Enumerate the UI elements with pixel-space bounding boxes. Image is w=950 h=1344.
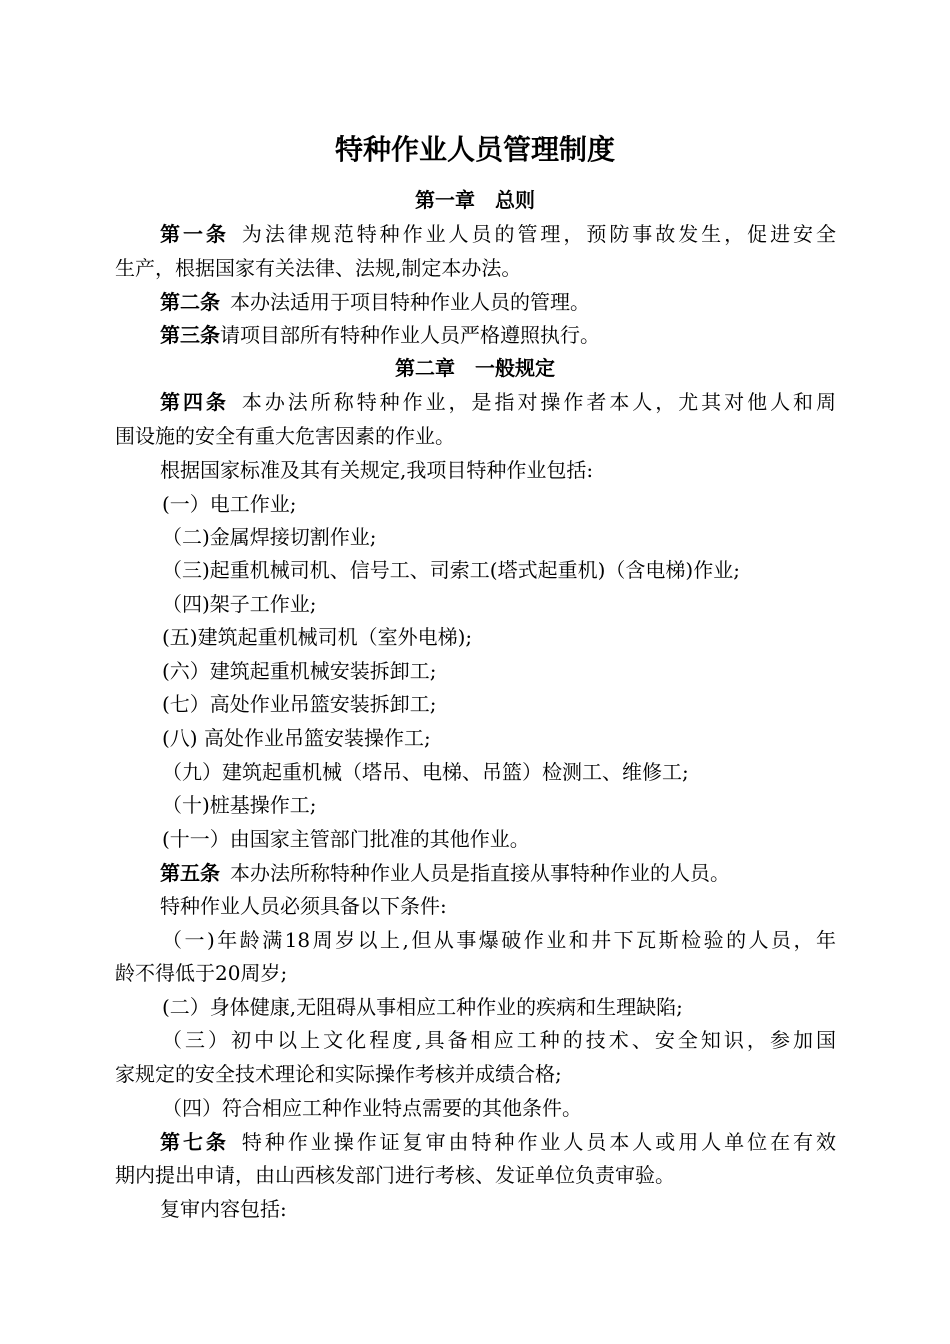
article-4-line-1 xyxy=(160,388,836,416)
article-7-line-1 xyxy=(160,1128,836,1156)
article-3-label: 第三条 xyxy=(160,323,220,347)
article-4-line-2: 围设施的安全有重大危害因素的作业。 xyxy=(115,424,455,448)
article-1-label: 第一条 xyxy=(160,222,229,246)
list-item-5: (五)建筑起重机械司机（室外电梯); xyxy=(162,625,473,649)
article-2-text: 本办法适用于项目特种作业人员的管理。 xyxy=(230,290,590,314)
list-item-8: (八) 高处作业吊篮安装操作工; xyxy=(162,726,431,750)
article-2 xyxy=(160,288,590,316)
list-item-3: （三)起重机械司机、信号工、司索工(塔式起重机)（含电梯)作业; xyxy=(162,558,740,582)
article-4-text-1: 本办法所称特种作业，是指对操作者本人，尤其对他人和周 xyxy=(238,390,837,414)
scope-intro: 根据国家标准及其有关规定,我项目特种作业包括: xyxy=(160,458,594,482)
article-1-line-2: 生产，根据国家有关法律、法规,制定本办法。 xyxy=(115,256,522,280)
article-3-text: 请项目部所有特种作业人员严格遵照执行。 xyxy=(220,323,600,347)
article-5-label: 第五条 xyxy=(160,861,220,885)
condition-3-line-2: 家规定的安全技术理论和实际操作考核并成绩合格; xyxy=(115,1062,562,1086)
list-item-11: (十一）由国家主管部门批准的其他作业。 xyxy=(162,827,530,851)
condition-2: (二）身体健康,无阻碍从事相应工种作业的疾病和生理缺陷; xyxy=(162,995,683,1019)
article-7-line-2: 期内提出申请，由山西核发部门进行考核、发证单位负责审验。 xyxy=(115,1163,675,1187)
article-2-label: 第二条 xyxy=(160,290,220,314)
list-item-9: （九）建筑起重机械（塔吊、电梯、吊篮）检测工、维修工; xyxy=(162,760,689,784)
list-item-7: (七）高处作业吊篮安装拆卸工; xyxy=(162,692,437,716)
list-item-2: （二)金属焊接切割作业; xyxy=(162,525,377,549)
condition-1-line-1: （一)年龄满18周岁以上,但从事爆破作业和井下瓦斯检验的人员，年 xyxy=(162,928,836,952)
article-1-text-1: 为法律规范特种作业人员的管理，预防事故发生，促进安全 xyxy=(238,222,837,246)
condition-3-line-1: （三）初中以上文化程度,具备相应工种的技术、安全知识，参加国 xyxy=(162,1028,836,1052)
article-5 xyxy=(160,859,730,887)
article-3 xyxy=(160,321,600,349)
list-item-1: (一）电工作业; xyxy=(162,492,297,516)
article-7-label: 第七条 xyxy=(160,1130,229,1154)
list-item-10: （十)桩基操作工; xyxy=(162,793,317,817)
condition-1-line-2: 龄不得低于20周岁; xyxy=(115,961,288,985)
list-item-6: (六）建筑起重机械安装拆卸工; xyxy=(162,659,437,683)
chapter-2-heading: 第二章 一般规定 xyxy=(395,356,555,380)
article-7-text-1: 特种作业操作证复审由特种作业人员本人或用人单位在有效 xyxy=(238,1130,837,1154)
document-title: 特种作业人员管理制度 xyxy=(334,133,615,166)
article-4-label: 第四条 xyxy=(160,390,229,414)
condition-4: （四）符合相应工种作业特点需要的其他条件。 xyxy=(162,1096,582,1120)
list-item-4: （四)架子工作业; xyxy=(162,592,317,616)
chapter-1-heading: 第一章 总则 xyxy=(415,188,535,212)
conditions-intro: 特种作业人员必须具备以下条件: xyxy=(160,894,447,918)
article-1-line-1 xyxy=(160,220,836,248)
review-intro: 复审内容包括: xyxy=(160,1197,287,1221)
article-5-text: 本办法所称特种作业人员是指直接从事特种作业的人员。 xyxy=(230,861,730,885)
